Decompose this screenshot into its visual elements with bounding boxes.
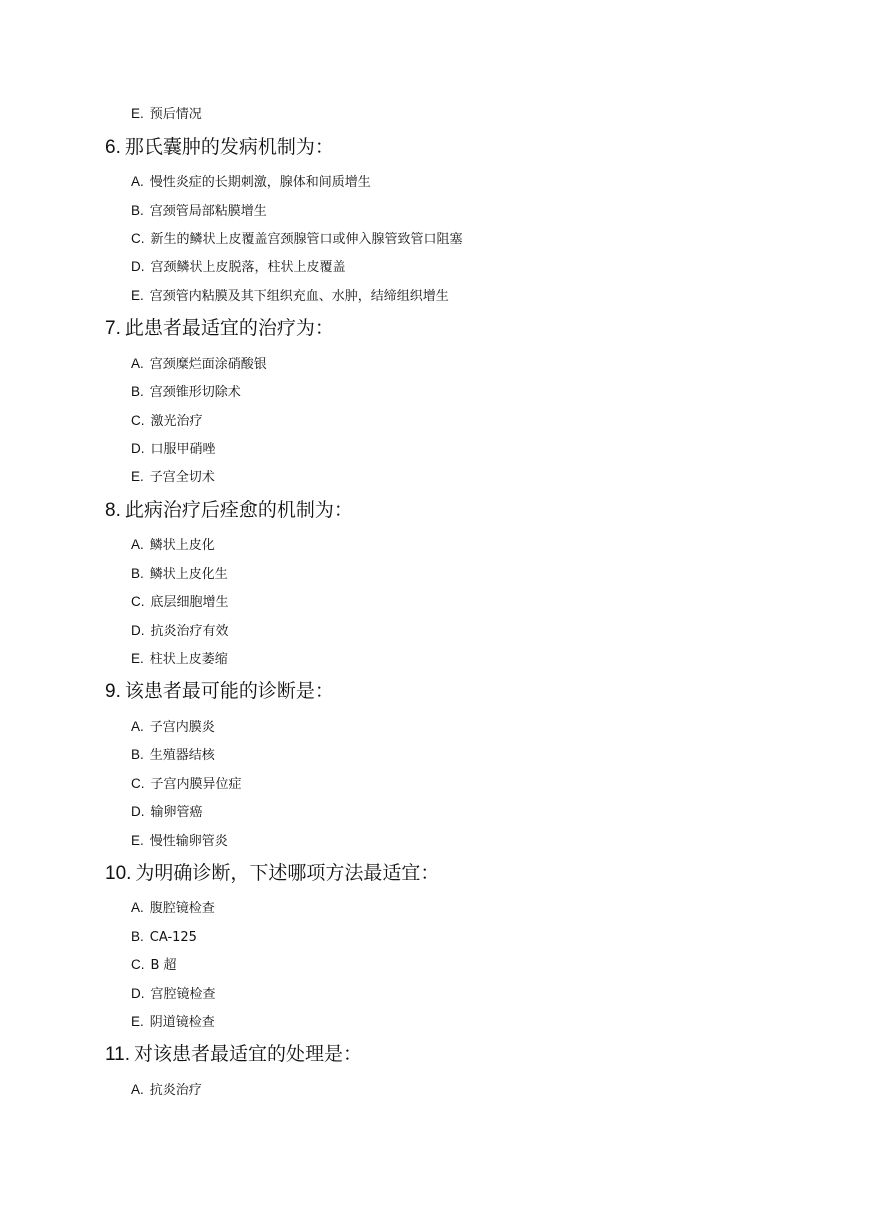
option-letter: C. bbox=[131, 776, 145, 791]
option-letter: C. bbox=[131, 413, 145, 428]
option-line bbox=[131, 746, 215, 765]
option-letter: D. bbox=[131, 259, 145, 274]
option-line bbox=[131, 832, 228, 851]
question-heading bbox=[105, 316, 334, 341]
option-text: 新生的鳞状上皮覆盖宫颈腺管口或伸入腺管致管口阻塞 bbox=[150, 232, 463, 247]
option-letter: E. bbox=[131, 469, 144, 484]
option-letter: C. bbox=[131, 231, 145, 246]
option-text: 子宫内膜异位症 bbox=[150, 777, 242, 792]
option-line bbox=[131, 650, 228, 669]
question-heading bbox=[105, 861, 439, 886]
option-text: 子宫全切术 bbox=[149, 470, 215, 485]
option-text: 激光治疗 bbox=[150, 414, 203, 429]
option-line bbox=[131, 287, 449, 306]
option-text: 腹腔镜检查 bbox=[149, 901, 215, 916]
option-text: 输卵管癌 bbox=[150, 805, 203, 820]
option-letter: B. bbox=[131, 929, 144, 944]
option-text: 子宫内膜炎 bbox=[149, 720, 215, 735]
option-line bbox=[131, 173, 371, 192]
option-letter: D. bbox=[131, 986, 145, 1001]
question-text: 为明确诊断，下述哪项方法最适宜： bbox=[135, 862, 440, 884]
option-text: 生殖器结核 bbox=[149, 748, 215, 763]
option-letter: C. bbox=[131, 594, 145, 609]
option-line bbox=[131, 383, 241, 402]
option-line bbox=[131, 1013, 215, 1032]
option-letter: E. bbox=[131, 288, 144, 303]
option-letter: E. bbox=[131, 106, 144, 121]
option-line bbox=[131, 105, 202, 124]
option-letter: E. bbox=[131, 1014, 144, 1029]
question-heading bbox=[105, 679, 334, 704]
option-line bbox=[131, 1081, 202, 1100]
option-letter: A. bbox=[131, 1082, 144, 1097]
option-line bbox=[131, 412, 203, 431]
question-heading bbox=[105, 1042, 362, 1067]
option-letter: A. bbox=[131, 537, 144, 552]
option-text: 鳞状上皮化生 bbox=[149, 567, 228, 582]
option-letter: D. bbox=[131, 623, 145, 638]
option-text: 柱状上皮萎缩 bbox=[149, 652, 228, 667]
option-text: 阴道镜检查 bbox=[149, 1015, 215, 1030]
option-letter: B. bbox=[131, 384, 144, 399]
question-text: 此患者最适宜的治疗为： bbox=[124, 317, 334, 339]
option-text: 宫颈管内粘膜及其下组织充血、水肿，结缔组织增生 bbox=[149, 289, 449, 304]
option-letter: B. bbox=[131, 203, 144, 218]
option-text: 慢性输卵管炎 bbox=[149, 834, 228, 849]
option-letter: D. bbox=[131, 441, 145, 456]
option-text: 抗炎治疗有效 bbox=[150, 624, 229, 639]
option-letter: A. bbox=[131, 174, 144, 189]
option-text: 抗炎治疗 bbox=[149, 1083, 202, 1098]
option-letter: A. bbox=[131, 719, 144, 734]
option-line bbox=[131, 468, 215, 487]
option-line bbox=[131, 258, 346, 277]
option-text: 宫腔镜检查 bbox=[150, 987, 216, 1002]
option-text: 宫颈鳞状上皮脱落，柱状上皮覆盖 bbox=[150, 260, 346, 275]
option-letter: D. bbox=[131, 804, 145, 819]
question-number: 8. bbox=[105, 500, 121, 521]
option-letter: E. bbox=[131, 833, 144, 848]
option-text: 口服甲硝唑 bbox=[150, 442, 216, 457]
option-letter: A. bbox=[131, 356, 144, 371]
question-heading bbox=[105, 498, 353, 523]
option-line bbox=[131, 928, 197, 947]
option-text: 宫颈管局部粘膜增生 bbox=[149, 204, 267, 219]
option-line bbox=[131, 565, 228, 584]
option-line bbox=[131, 803, 203, 822]
option-text: 底层细胞增生 bbox=[150, 595, 229, 610]
option-line bbox=[131, 956, 177, 975]
option-letter: B. bbox=[131, 747, 144, 762]
option-line bbox=[131, 355, 267, 374]
option-line bbox=[131, 775, 242, 794]
option-text: 鳞状上皮化 bbox=[149, 538, 215, 553]
question-number: 6. bbox=[105, 137, 121, 158]
question-text: 对该患者最适宜的处理是： bbox=[134, 1043, 363, 1065]
option-line bbox=[131, 230, 463, 249]
option-line bbox=[131, 202, 267, 221]
option-text: B 超 bbox=[150, 958, 177, 973]
option-letter: B. bbox=[131, 566, 144, 581]
option-text: 慢性炎症的长期刺激，腺体和间质增生 bbox=[149, 175, 371, 190]
option-text: 宫颈锥形切除术 bbox=[149, 385, 241, 400]
option-line bbox=[131, 899, 215, 918]
option-line bbox=[131, 718, 215, 737]
question-number: 10. bbox=[105, 863, 132, 884]
option-text: 宫颈糜烂面涂硝酸银 bbox=[149, 357, 267, 372]
option-text: CA-125 bbox=[149, 930, 197, 945]
option-line bbox=[131, 440, 216, 459]
question-number: 9. bbox=[105, 681, 121, 702]
option-line bbox=[131, 985, 216, 1004]
option-line bbox=[131, 593, 229, 612]
option-line bbox=[131, 622, 229, 641]
option-text: 预后情况 bbox=[149, 107, 202, 122]
question-text: 此病治疗后痊愈的机制为： bbox=[124, 499, 353, 521]
option-letter: A. bbox=[131, 900, 144, 915]
option-letter: E. bbox=[131, 651, 144, 666]
question-number: 7. bbox=[105, 318, 121, 339]
question-text: 那氏囊肿的发病机制为： bbox=[124, 136, 334, 158]
option-letter: C. bbox=[131, 957, 145, 972]
question-number: 11. bbox=[105, 1044, 131, 1065]
question-heading bbox=[105, 135, 334, 160]
question-text: 该患者最可能的诊断是： bbox=[124, 680, 334, 702]
option-line bbox=[131, 536, 215, 555]
